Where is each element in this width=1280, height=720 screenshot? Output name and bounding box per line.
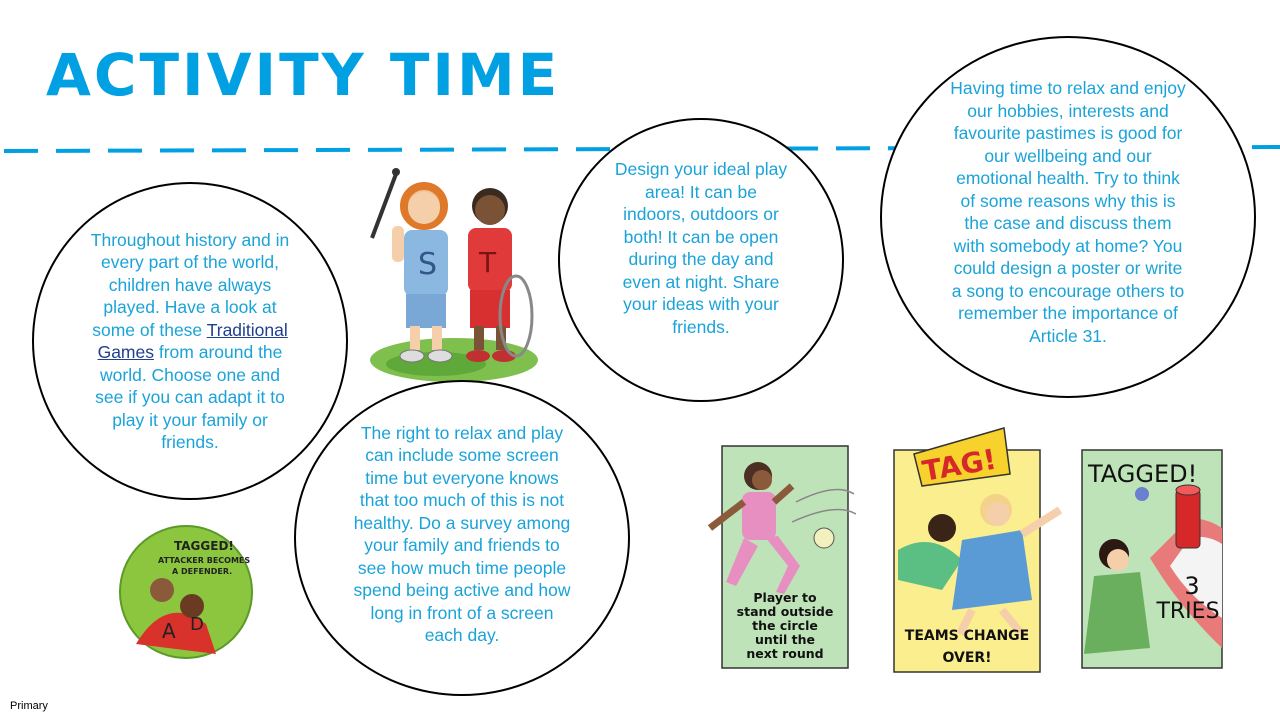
traditional-games-link[interactable]: Traditional Games — [97, 319, 288, 362]
relax-hobbies-text: Having time to relax and enjoy our hobbies, interests and favourite pastimes is good for our wellbeing and our emotional health. Try to think of some reasons why this is the case and discuss them with somebody at home? You could design a poster or write a song to encourage others to remember the importance of Article 31. — [950, 78, 1186, 346]
traditional-games-text — [90, 229, 290, 454]
panel2-caption-line-2: OVER! — [942, 650, 992, 666]
panel2-tag-sign: TAG! — [919, 442, 999, 488]
screen-time-circle — [294, 380, 630, 696]
traditional-games-text-after: from around the world. Choose one and see if you can adapt it to play it your family or friends. — [95, 342, 285, 452]
panel1-caption-line-1: Player to — [753, 590, 817, 605]
panel3-tries-label: TRIES — [1156, 599, 1220, 624]
panel1-caption-line-5: next round — [746, 646, 824, 661]
page-title: ACTIVITY TIME — [46, 41, 561, 109]
badge-tagged-text: TAGGED! — [174, 539, 234, 553]
shirt-letter-t: T — [479, 246, 497, 279]
footer-label: Primary — [10, 700, 48, 712]
comic-panel-tagged — [1080, 448, 1226, 670]
panel1-caption-line-4: until the — [754, 632, 816, 647]
relax-hobbies-circle — [880, 36, 1256, 398]
badge-line-3: A DEFENDER. — [172, 567, 233, 576]
comic-panel-circle — [696, 442, 856, 672]
panel3-count: 3 — [1184, 572, 1200, 600]
kids-illustration — [366, 166, 538, 388]
design-play-area-text: Design your ideal play area! It can be indoors, outdoors or both! It can be open during the day and even at night. Share your ideas with your friends. — [614, 159, 788, 337]
badge-letter-d: D — [190, 614, 204, 635]
badge-line-2: ATTACKER BECOMES — [158, 556, 251, 565]
panel2-caption-line-1: TEAMS CHANGE — [904, 628, 1030, 644]
shirt-letter-s: S — [418, 247, 438, 282]
panel3-tagged-text: TAGGED! — [1088, 460, 1198, 488]
comic-panel-tag — [892, 420, 1064, 674]
tagged-badge-illustration — [116, 524, 256, 660]
traditional-games-text-before: Throughout history and in every part of the world, children have always played. Have a look at some of these — [90, 229, 290, 340]
panel1-caption-line-3: the circle — [752, 618, 818, 633]
design-play-area-circle — [558, 118, 844, 402]
screen-time-text: The right to relax and play can include some screen time but everyone knows that too much of this is not healthy. Do a survey among your family and friends to see how much time people spend being active and how long in front of a screen each day. — [353, 422, 571, 645]
panel1-caption-line-2: stand outside — [736, 604, 834, 619]
badge-letter-a: A — [162, 619, 176, 643]
traditional-games-circle — [32, 182, 348, 500]
